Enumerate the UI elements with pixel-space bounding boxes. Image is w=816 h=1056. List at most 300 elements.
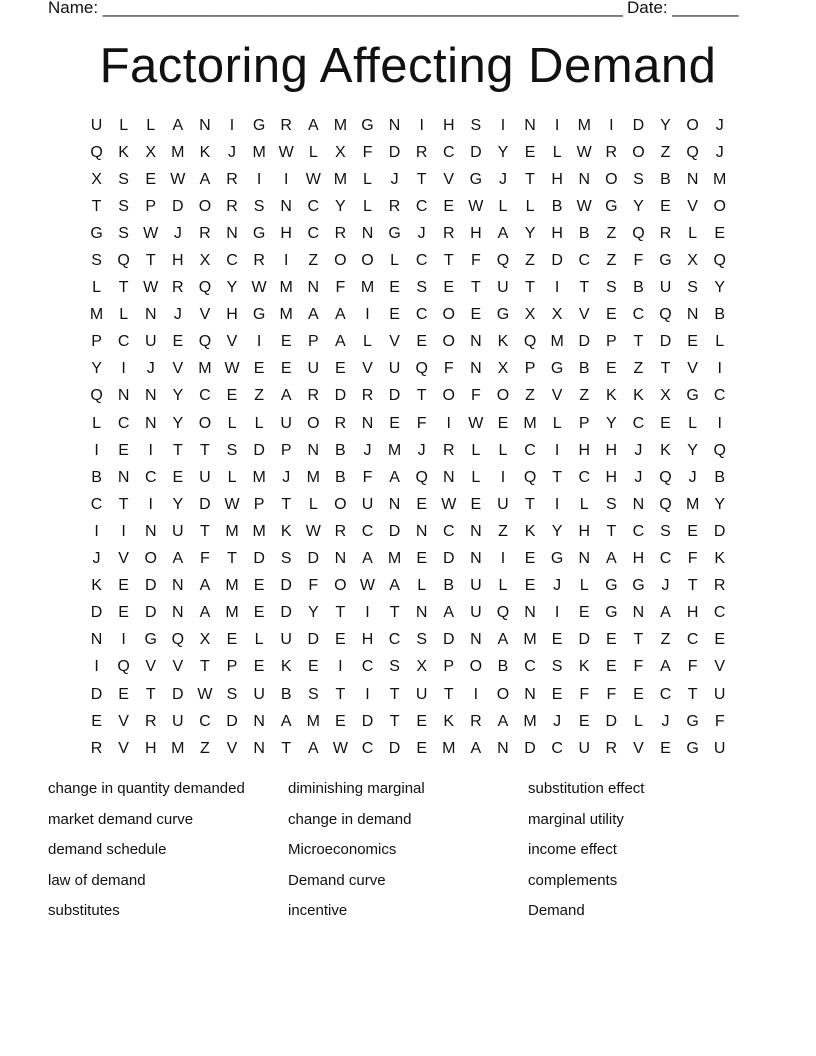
- grid-letter: Q: [523, 333, 537, 351]
- grid-letter: T: [416, 170, 427, 188]
- grid-letter: I: [283, 170, 289, 188]
- grid-letter: L: [579, 495, 589, 513]
- grid-letter: T: [281, 739, 292, 757]
- grid-letter: M: [252, 143, 266, 161]
- grid-letter: H: [280, 224, 292, 242]
- grid-letter: Y: [91, 360, 102, 378]
- grid-letter: O: [605, 170, 618, 188]
- grid-letter: N: [470, 522, 482, 540]
- grid-letter: D: [388, 739, 401, 757]
- grid-letter: N: [144, 306, 157, 324]
- grid-letter: F: [362, 468, 373, 486]
- grid-letter: N: [253, 739, 265, 757]
- grid-letter: L: [390, 252, 400, 270]
- grid-letter: L: [363, 170, 372, 188]
- grid-letter: R: [199, 224, 211, 242]
- grid-letter: T: [389, 712, 400, 730]
- grid-letter: G: [605, 604, 618, 622]
- grid-letter: C: [307, 197, 320, 215]
- grid-letter: U: [172, 712, 184, 730]
- grid-letter: E: [714, 631, 726, 649]
- grid-letter: K: [118, 143, 129, 161]
- grid-letter: U: [713, 685, 726, 703]
- grid-letter: D: [388, 387, 401, 405]
- grid-letter: E: [280, 360, 292, 378]
- grid-letter: Z: [525, 387, 535, 405]
- grid-letter: E: [687, 522, 698, 540]
- grid-letter: M: [550, 333, 564, 351]
- grid-letter: I: [554, 604, 560, 622]
- grid-letter: L: [363, 333, 372, 351]
- grid-letter: J: [282, 468, 291, 486]
- grid-letter: E: [416, 712, 427, 730]
- grid-letter: V: [199, 306, 211, 324]
- grid-letter: V: [118, 739, 129, 757]
- grid-letter: E: [172, 333, 184, 351]
- grid-letter: R: [144, 712, 157, 730]
- grid-letter: G: [252, 224, 266, 242]
- grid-letter: C: [713, 387, 726, 405]
- grid-letter: E: [578, 604, 590, 622]
- grid-letter: N: [117, 387, 130, 405]
- grid-letter: J: [92, 550, 101, 568]
- grid-letter: T: [200, 658, 210, 676]
- grid-letter: Q: [632, 224, 645, 242]
- grid-letter: W: [441, 495, 457, 513]
- grid-letter: B: [443, 577, 455, 595]
- grid-letter: Y: [714, 279, 726, 297]
- grid-letter: L: [308, 143, 318, 161]
- grid-letter: M: [442, 739, 456, 757]
- grid-letter: X: [660, 387, 671, 405]
- grid-letter: D: [253, 550, 265, 568]
- grid-letter: E: [524, 143, 536, 161]
- grid-letter: L: [119, 306, 129, 324]
- grid-letter: U: [713, 739, 726, 757]
- grid-letter: R: [90, 739, 103, 757]
- grid-letter: N: [361, 224, 374, 242]
- grid-letter: E: [416, 739, 427, 757]
- grid-letter: W: [468, 197, 484, 215]
- grid-letter: Y: [172, 414, 184, 432]
- grid-letter: V: [551, 387, 563, 405]
- grid-letter: B: [91, 468, 102, 486]
- grid-letter: T: [579, 279, 590, 297]
- grid-letter: G: [686, 739, 699, 757]
- grid-letter: J: [417, 441, 426, 459]
- grid-letter: B: [714, 468, 726, 486]
- grid-letter: B: [660, 170, 671, 188]
- grid-letter: Q: [415, 468, 428, 486]
- grid-letter: Q: [659, 495, 672, 513]
- grid-letter: T: [118, 495, 129, 513]
- word-search-grid: [83, 112, 735, 762]
- grid-letter: Y: [605, 414, 617, 432]
- grid-letter: K: [497, 333, 509, 351]
- grid-letter: T: [200, 441, 210, 459]
- grid-letter: Z: [633, 360, 644, 378]
- grid-letter: R: [442, 441, 455, 459]
- grid-letter: A: [280, 712, 292, 730]
- grid-letter: Y: [714, 495, 726, 513]
- grid-letter: M: [306, 712, 320, 730]
- grid-letter: S: [605, 279, 617, 297]
- grid-letter: Q: [523, 468, 537, 486]
- grid-letter: E: [416, 333, 427, 351]
- grid-letter: N: [307, 441, 320, 459]
- grid-letter: E: [389, 279, 400, 297]
- grid-letter: N: [226, 224, 238, 242]
- grid-letter: B: [497, 658, 509, 676]
- grid-letter: Q: [659, 306, 672, 324]
- grid-letter: F: [470, 252, 481, 270]
- grid-letter: M: [198, 360, 212, 378]
- grid-letter: Z: [660, 143, 671, 161]
- grid-letter: E: [226, 387, 238, 405]
- name-field-line: Name: _______________________________________________________: [48, 0, 623, 17]
- grid-letter: R: [470, 712, 482, 730]
- grid-letter: R: [388, 197, 401, 215]
- grid-letter: O: [198, 414, 212, 432]
- grid-letter: O: [361, 252, 374, 270]
- grid-letter: Q: [171, 631, 185, 649]
- grid-letter: Y: [551, 522, 563, 540]
- grid-letter: A: [660, 604, 671, 622]
- word-list-item: complements: [528, 871, 618, 889]
- grid-letter: J: [661, 712, 670, 730]
- grid-letter: C: [117, 414, 130, 432]
- grid-letter: W: [170, 170, 186, 188]
- grid-letter: E: [253, 577, 265, 595]
- grid-letter: S: [280, 550, 292, 568]
- grid-letter: F: [362, 143, 373, 161]
- grid-letter: R: [172, 279, 184, 297]
- grid-letter: I: [94, 658, 99, 676]
- grid-letter: D: [659, 333, 672, 351]
- grid-letter: J: [363, 441, 372, 459]
- grid-letter: G: [605, 197, 618, 215]
- grid-letter: J: [553, 577, 562, 595]
- grid-letter: C: [226, 252, 238, 270]
- grid-letter: Q: [117, 658, 130, 676]
- grid-letter: D: [172, 197, 184, 215]
- grid-letter: H: [172, 252, 184, 270]
- grid-letter: D: [388, 143, 401, 161]
- grid-letter: Y: [687, 441, 698, 459]
- grid-letter: Q: [686, 143, 699, 161]
- grid-letter: E: [172, 468, 184, 486]
- grid-letter: A: [497, 224, 509, 242]
- grid-letter: W: [224, 360, 240, 378]
- grid-letter: F: [335, 279, 346, 297]
- grid-letter: N: [415, 522, 428, 540]
- grid-letter: I: [94, 522, 99, 540]
- grid-letter: L: [92, 279, 101, 297]
- grid-letter: M: [252, 468, 266, 486]
- grid-letter: A: [280, 387, 292, 405]
- grid-letter: U: [659, 279, 672, 297]
- grid-letter: D: [442, 631, 455, 649]
- grid-letter: V: [687, 197, 698, 215]
- grid-letter: N: [144, 414, 157, 432]
- grid-letter: O: [334, 577, 347, 595]
- grid-letter: E: [524, 577, 536, 595]
- grid-letter: G: [496, 306, 510, 324]
- word-list-item: Microeconomics: [288, 841, 397, 858]
- grid-letter: Z: [308, 252, 319, 270]
- grid-letter: C: [90, 495, 103, 513]
- grid-letter: A: [497, 712, 509, 730]
- grid-letter: J: [715, 143, 724, 161]
- grid-letter: W: [359, 577, 376, 595]
- grid-letter: I: [229, 116, 235, 134]
- grid-letter: F: [579, 685, 590, 703]
- grid-letter: D: [442, 550, 455, 568]
- grid-letter: L: [498, 577, 508, 595]
- grid-letter: I: [554, 441, 560, 459]
- grid-letter: X: [145, 143, 157, 161]
- grid-letter: N: [280, 197, 292, 215]
- grid-letter: T: [633, 333, 644, 351]
- grid-letter: U: [199, 468, 211, 486]
- grid-letter: S: [118, 170, 129, 188]
- grid-letter: K: [280, 522, 292, 540]
- grid-letter: R: [713, 577, 726, 595]
- grid-letter: E: [687, 333, 698, 351]
- grid-letter: D: [253, 441, 265, 459]
- grid-letter: T: [172, 441, 183, 459]
- grid-letter: N: [144, 387, 157, 405]
- grid-letter: S: [416, 631, 427, 649]
- grid-letter: S: [416, 279, 427, 297]
- grid-letter: O: [469, 658, 483, 676]
- grid-letter: G: [252, 306, 266, 324]
- grid-letter: D: [90, 604, 103, 622]
- grid-letter: A: [443, 604, 455, 622]
- grid-letter: I: [121, 360, 126, 378]
- grid-letter: J: [498, 170, 507, 188]
- grid-letter: A: [470, 739, 482, 757]
- grid-letter: M: [523, 414, 537, 432]
- grid-letter: A: [660, 658, 671, 676]
- grid-letter: J: [688, 468, 697, 486]
- grid-letter: L: [688, 224, 698, 242]
- grid-letter: X: [551, 306, 563, 324]
- grid-letter: R: [253, 252, 265, 270]
- grid-letter: C: [117, 333, 130, 351]
- grid-letter: T: [389, 604, 400, 622]
- grid-letter: H: [144, 739, 157, 757]
- grid-letter: S: [551, 658, 563, 676]
- grid-letter: D: [90, 685, 103, 703]
- grid-letter: O: [442, 306, 455, 324]
- grid-letter: E: [660, 739, 671, 757]
- grid-letter: C: [659, 685, 672, 703]
- grid-letter: E: [551, 685, 563, 703]
- grid-letter: E: [578, 712, 590, 730]
- grid-letter: O: [334, 252, 347, 270]
- grid-letter: D: [334, 387, 347, 405]
- grid-letter: E: [524, 550, 536, 568]
- grid-letter: M: [306, 468, 320, 486]
- grid-letter: S: [687, 279, 698, 297]
- grid-letter: E: [335, 360, 346, 378]
- grid-letter: N: [334, 550, 347, 568]
- date-field-line: Date: _______: [627, 0, 739, 17]
- grid-letter: E: [470, 306, 482, 324]
- grid-letter: E: [118, 604, 129, 622]
- grid-letter: C: [199, 712, 211, 730]
- grid-letter: J: [173, 306, 182, 324]
- grid-letter: Q: [415, 360, 428, 378]
- grid-letter: M: [279, 279, 293, 297]
- grid-letter: A: [199, 170, 211, 188]
- grid-letter: T: [687, 577, 698, 595]
- grid-letter: G: [605, 577, 618, 595]
- grid-letter: U: [307, 360, 320, 378]
- grid-letter: E: [497, 414, 509, 432]
- grid-letter: D: [280, 604, 292, 622]
- word-list-item: law of demand: [48, 871, 146, 889]
- grid-letter: N: [361, 414, 374, 432]
- grid-letter: P: [253, 495, 265, 513]
- grid-letter: L: [633, 712, 643, 730]
- grid-letter: V: [443, 170, 455, 188]
- grid-letter: R: [605, 739, 618, 757]
- grid-letter: N: [470, 360, 482, 378]
- grid-letter: I: [365, 604, 370, 622]
- grid-letter: I: [338, 658, 343, 676]
- grid-letter: T: [525, 495, 535, 513]
- grid-letter: N: [172, 604, 184, 622]
- grid-letter: N: [117, 468, 130, 486]
- grid-letter: C: [388, 631, 401, 649]
- grid-letter: M: [225, 604, 239, 622]
- grid-letter: Y: [226, 279, 238, 297]
- grid-letter: D: [307, 631, 320, 649]
- grid-letter: E: [389, 306, 400, 324]
- grid-letter: F: [687, 658, 698, 676]
- grid-letter: X: [91, 170, 102, 188]
- grid-letter: C: [632, 522, 645, 540]
- grid-letter: T: [145, 685, 156, 703]
- grid-letter: I: [446, 414, 451, 432]
- grid-letter: P: [307, 333, 319, 351]
- grid-letter: Q: [90, 387, 103, 405]
- grid-letter: R: [334, 224, 347, 242]
- grid-letter: F: [606, 685, 617, 703]
- grid-letter: T: [470, 279, 481, 297]
- grid-letter: T: [443, 252, 454, 270]
- grid-letter: J: [634, 468, 643, 486]
- grid-letter: Q: [198, 333, 212, 351]
- grid-letter: Q: [713, 441, 726, 459]
- grid-letter: O: [496, 685, 510, 703]
- grid-letter: D: [578, 333, 591, 351]
- grid-letter: R: [361, 387, 374, 405]
- grid-letter: W: [576, 197, 592, 215]
- grid-letter: G: [388, 224, 401, 242]
- grid-letter: M: [360, 279, 375, 297]
- grid-letter: C: [361, 739, 374, 757]
- grid-letter: I: [500, 468, 506, 486]
- grid-letter: C: [199, 387, 211, 405]
- grid-letter: A: [172, 116, 184, 134]
- grid-letter: N: [470, 550, 482, 568]
- grid-letter: S: [660, 522, 671, 540]
- grid-letter: I: [500, 116, 506, 134]
- grid-letter: I: [554, 279, 560, 297]
- grid-letter: V: [226, 333, 238, 351]
- grid-letter: K: [578, 658, 590, 676]
- grid-letter: I: [717, 360, 722, 378]
- grid-letter: P: [605, 333, 617, 351]
- grid-letter: Q: [90, 143, 103, 161]
- grid-letter: G: [686, 387, 699, 405]
- grid-letter: A: [172, 550, 184, 568]
- grid-letter: I: [256, 170, 262, 188]
- grid-letter: W: [143, 224, 159, 242]
- grid-letter: N: [172, 577, 184, 595]
- grid-letter: N: [415, 604, 428, 622]
- grid-letter: M: [713, 170, 727, 188]
- grid-letter: L: [254, 631, 264, 649]
- grid-letter: A: [497, 631, 509, 649]
- grid-letter: L: [471, 441, 481, 459]
- grid-letter: M: [225, 577, 239, 595]
- grid-letter: D: [605, 712, 618, 730]
- grid-letter: N: [470, 631, 482, 649]
- grid-letter: H: [605, 468, 618, 486]
- grid-letter: Y: [524, 224, 536, 242]
- grid-letter: B: [633, 279, 644, 297]
- grid-letter: D: [388, 522, 401, 540]
- grid-letter: T: [525, 170, 535, 188]
- grid-letter: T: [525, 279, 535, 297]
- grid-letter: D: [226, 712, 238, 730]
- grid-letter: W: [197, 685, 213, 703]
- grid-letter: M: [333, 170, 348, 188]
- grid-letter: O: [442, 387, 455, 405]
- grid-letter: U: [280, 631, 292, 649]
- grid-letter: E: [605, 631, 617, 649]
- grid-letter: H: [361, 631, 374, 649]
- grid-letter: N: [90, 631, 103, 649]
- grid-letter: F: [200, 550, 210, 568]
- grid-letter: L: [254, 414, 264, 432]
- grid-letter: J: [715, 116, 724, 134]
- grid-letter: Q: [496, 604, 510, 622]
- grid-letter: B: [551, 197, 563, 215]
- grid-letter: U: [470, 604, 482, 622]
- grid-letter: C: [307, 224, 320, 242]
- grid-letter: L: [498, 441, 508, 459]
- grid-letter: P: [91, 333, 102, 351]
- grid-letter: J: [634, 441, 643, 459]
- grid-letter: V: [578, 306, 590, 324]
- grid-letter: R: [605, 143, 618, 161]
- grid-letter: D: [144, 577, 157, 595]
- grid-letter: J: [146, 360, 155, 378]
- grid-letter: E: [633, 685, 644, 703]
- grid-letter: E: [605, 360, 617, 378]
- grid-letter: W: [305, 522, 321, 540]
- grid-letter: O: [334, 495, 347, 513]
- grid-letter: E: [335, 712, 346, 730]
- grid-letter: T: [200, 522, 210, 540]
- grid-letter: E: [307, 658, 319, 676]
- grid-letter: P: [280, 441, 292, 459]
